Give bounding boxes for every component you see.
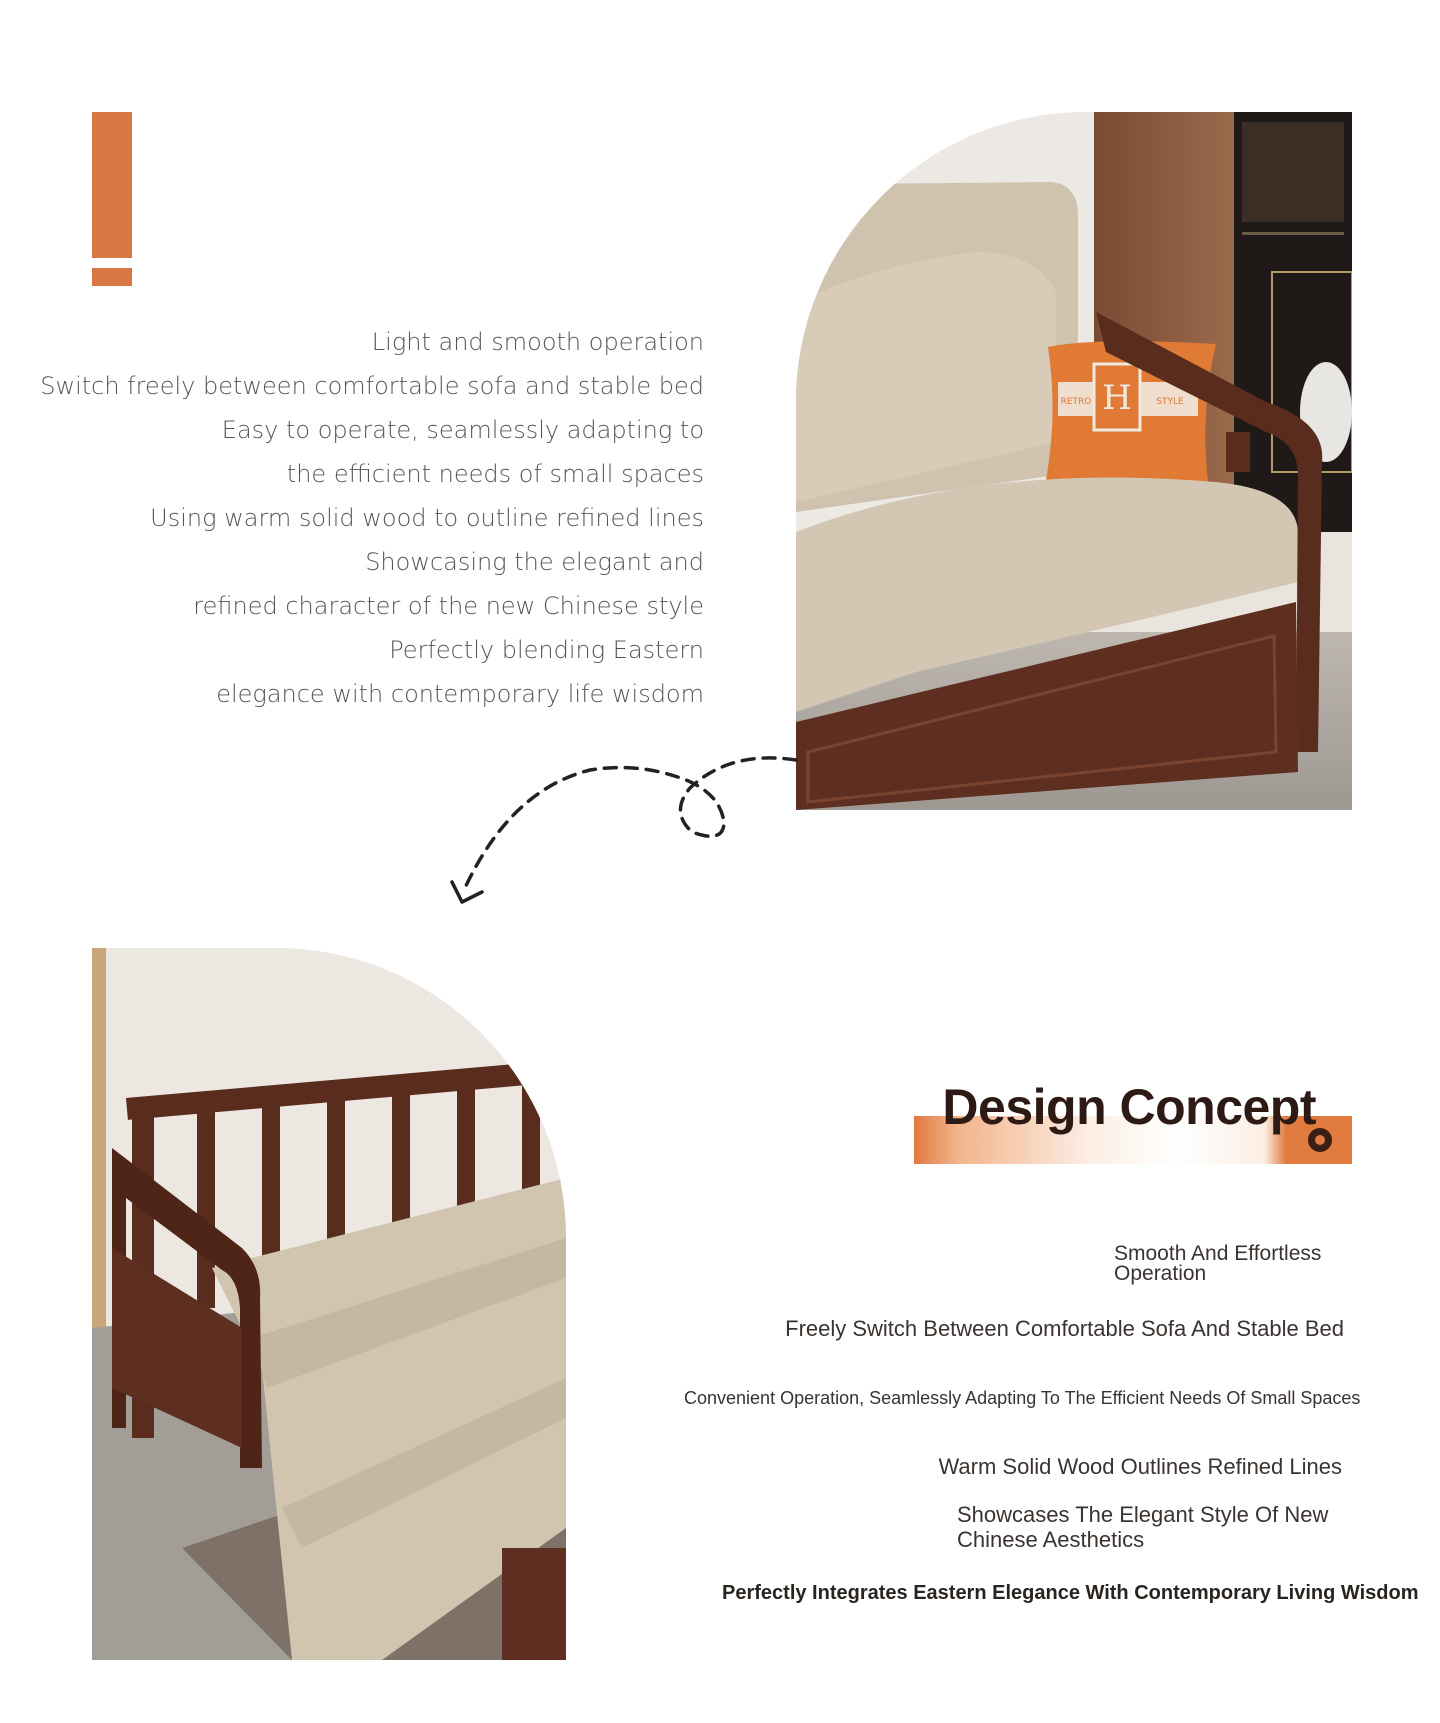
- page-title: Design Concept: [942, 1079, 1316, 1135]
- intro-line: Switch freely between comfortable sofa and stable bed: [40, 372, 704, 400]
- intro-line: the efficient needs of small spaces: [286, 460, 704, 488]
- pillow-tag-right: STYLE: [1156, 397, 1184, 407]
- sofa-illustration: [796, 112, 1352, 810]
- feature-item: Perfectly Integrates Eastern Elegance With Contemporary Living Wisdom: [722, 1582, 1419, 1604]
- pillow-tag-left: RETRO: [1060, 397, 1092, 407]
- sofa-bed-illustration: [92, 948, 566, 1660]
- feature-line: Showcases The Elegant Style Of New: [957, 1502, 1329, 1527]
- intro-line: Easy to operate, seamlessly adapting to: [221, 416, 704, 444]
- feature-item: Freely Switch Between Comfortable Sofa And Stable Bed: [785, 1316, 1344, 1341]
- intro-line: Perfectly blending Eastern: [389, 636, 704, 664]
- intro-line: elegance with contemporary life wisdom: [216, 680, 704, 708]
- accent-bar-small: [92, 268, 132, 286]
- sofa-photo: [796, 112, 1352, 810]
- intro-line: Light and smooth operation: [371, 328, 704, 356]
- pillow-monogram: H: [1102, 378, 1132, 418]
- intro-line: Showcasing the elegant and: [365, 548, 704, 576]
- accent-bar: [92, 112, 132, 258]
- dashed-arrow-icon: [440, 740, 820, 980]
- feature-line: Operation: [1114, 1262, 1207, 1285]
- feature-item: Convenient Operation, Seamlessly Adapting To The Efficient Needs Of Small Spaces: [684, 1388, 1361, 1408]
- feature-item: [957, 1502, 1328, 1552]
- intro-line: refined character of the new Chinese style: [193, 592, 704, 620]
- intro-text-block: [0, 320, 704, 716]
- feature-line: Smooth And Effortless: [1114, 1242, 1322, 1265]
- feature-line: Chinese Aesthetics: [957, 1527, 1145, 1552]
- intro-line: Using warm solid wood to outline refined lines: [150, 504, 704, 532]
- sofa-bed-photo: [92, 948, 566, 1660]
- feature-item: Warm Solid Wood Outlines Refined Lines: [938, 1454, 1342, 1479]
- feature-item: [1114, 1244, 1321, 1284]
